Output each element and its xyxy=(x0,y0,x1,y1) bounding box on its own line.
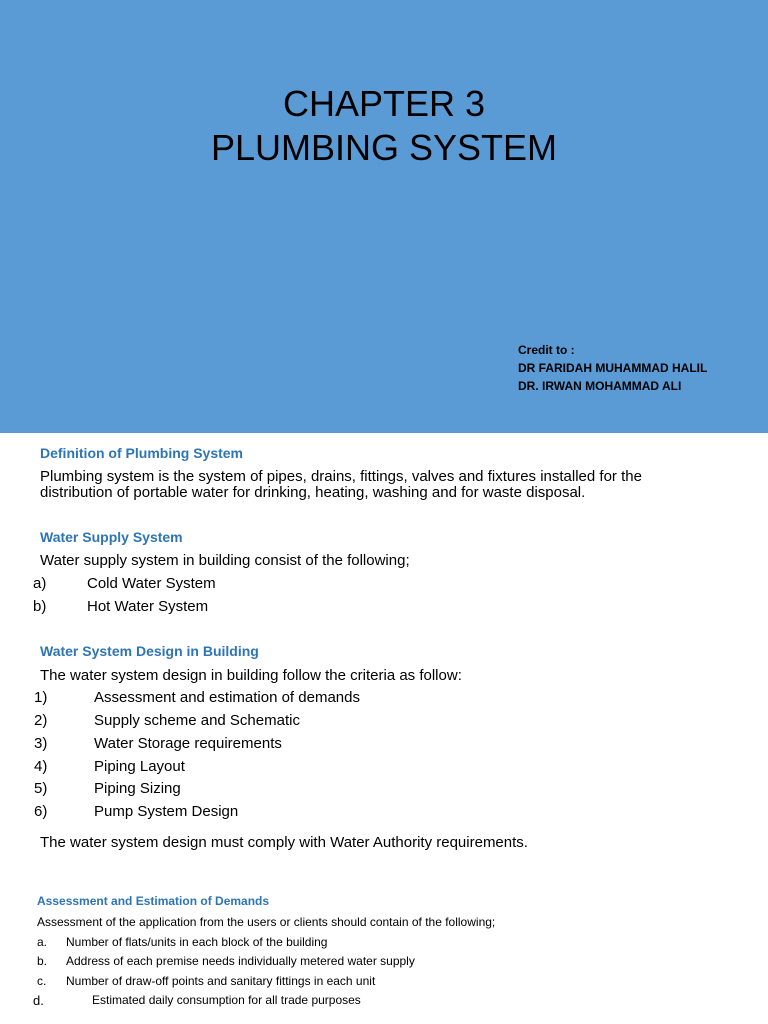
chapter-subtitle: PLUMBING SYSTEM xyxy=(210,127,558,168)
list-item: Assessment and estimation of demands xyxy=(94,689,360,706)
definition-heading: Definition of Plumbing System xyxy=(40,445,244,461)
definition-text-line1: Plumbing system is the system of pipes, drains, fittings, valves and fixtures installed for the xyxy=(40,468,642,485)
credit-name-2: DR. IRWAN MOHAMMAD ALI xyxy=(518,379,682,393)
list-item: Estimated daily consumption for all trade purposes xyxy=(92,993,361,1007)
assessment-intro: Assessment of the application from the users or clients should contain of the following; xyxy=(37,915,496,929)
design-intro: The water system design in building follow the criteria as follow: xyxy=(40,667,462,684)
list-marker: 2) xyxy=(34,712,48,729)
chapter-title: CHAPTER 3 xyxy=(282,83,486,124)
list-item: Hot Water System xyxy=(87,598,209,615)
list-marker: 3) xyxy=(34,735,48,752)
cover-slide xyxy=(0,0,768,433)
list-item: Water Storage requirements xyxy=(94,735,282,752)
list-marker: c. xyxy=(37,974,47,988)
list-item: Pump System Design xyxy=(94,803,239,820)
list-marker: 5) xyxy=(34,780,48,797)
list-marker: b) xyxy=(33,598,47,615)
list-marker: d. xyxy=(33,993,44,1008)
list-item: Piping Sizing xyxy=(94,780,181,797)
content-slide xyxy=(0,433,768,1024)
list-item: Cold Water System xyxy=(87,575,216,592)
water-supply-intro: Water supply system in building consist of the following; xyxy=(40,552,410,569)
list-item: Address of each premise needs individually metered water supply xyxy=(66,954,415,968)
list-item: Supply scheme and Schematic xyxy=(94,712,300,729)
list-item: Piping Layout xyxy=(94,758,185,775)
list-item: Number of flats/units in each block of the building xyxy=(66,935,328,949)
design-heading: Water System Design in Building xyxy=(40,643,259,659)
assessment-heading: Assessment and Estimation of Demands xyxy=(37,894,270,908)
list-marker: b. xyxy=(37,954,48,968)
design-closing: The water system design must comply with Water Authority requirements. xyxy=(40,834,528,851)
list-marker: 4) xyxy=(34,758,48,775)
credit-name-1: DR FARIDAH MUHAMMAD HALIL xyxy=(518,361,708,375)
credit-label: Credit to : xyxy=(518,343,575,357)
list-marker: 6) xyxy=(34,803,48,820)
list-marker: a) xyxy=(33,575,47,592)
list-marker: 1) xyxy=(34,689,48,706)
water-supply-heading: Water Supply System xyxy=(40,529,183,545)
list-item: Number of draw-off points and sanitary fittings in each unit xyxy=(66,974,376,988)
list-marker: a. xyxy=(37,935,48,949)
definition-text-line2: distribution of portable water for drinking, heating, washing and for waste disposal. xyxy=(40,484,586,501)
